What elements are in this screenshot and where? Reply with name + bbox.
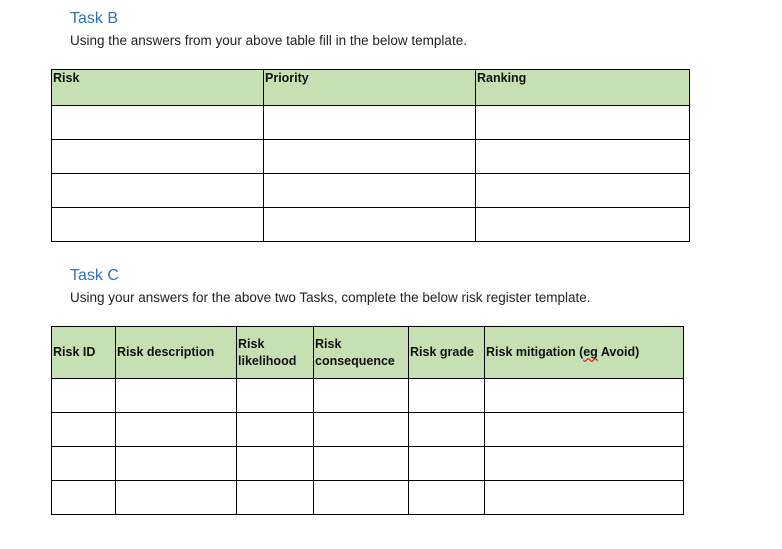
column-header-risk-description: Risk description [116, 327, 237, 379]
table-cell[interactable] [52, 481, 116, 515]
table-cell[interactable] [476, 140, 690, 174]
table-cell[interactable] [485, 447, 684, 481]
column-header-risk-mitigation [485, 327, 684, 379]
table-cell[interactable] [52, 447, 116, 481]
table-cell[interactable] [476, 106, 690, 140]
table-cell[interactable] [52, 379, 116, 413]
table-cell[interactable] [314, 379, 409, 413]
table-cell[interactable] [237, 413, 314, 447]
header-line: likelihood [238, 353, 297, 368]
table-cell[interactable] [409, 481, 485, 515]
table-cell[interactable] [264, 208, 476, 242]
table-row [52, 174, 690, 208]
table-row [52, 481, 684, 515]
table-cell[interactable] [52, 208, 264, 242]
column-header-risk-consequence [314, 327, 409, 379]
table-row [52, 447, 684, 481]
column-header-risk-likelihood [237, 327, 314, 379]
table-cell[interactable] [409, 447, 485, 481]
table-cell[interactable] [314, 447, 409, 481]
table-row [52, 140, 690, 174]
table-row [52, 379, 684, 413]
header-text: Risk mitigation ( [486, 345, 584, 359]
task-b-instruction: Using the answers from your above table fill in the below template. [70, 33, 467, 48]
table-cell[interactable] [116, 447, 237, 481]
task-c-instruction: Using your answers for the above two Tasks, complete the below risk register template. [70, 290, 591, 305]
column-header-ranking: Ranking [476, 70, 690, 106]
table-cell[interactable] [476, 208, 690, 242]
header-line: Risk [315, 336, 342, 351]
table-cell[interactable] [116, 379, 237, 413]
table-cell[interactable] [264, 106, 476, 140]
table-cell[interactable] [116, 481, 237, 515]
column-header-priority: Priority [264, 70, 476, 106]
column-header-risk-grade: Risk grade [409, 327, 485, 379]
table-cell[interactable] [52, 174, 264, 208]
column-header-risk: Risk [52, 70, 264, 106]
table-cell[interactable] [476, 174, 690, 208]
table-header-row [52, 327, 684, 379]
table-row [52, 208, 690, 242]
table-cell[interactable] [237, 481, 314, 515]
table-row [52, 413, 684, 447]
header-line: consequence [315, 353, 395, 368]
table-cell[interactable] [485, 413, 684, 447]
table-cell[interactable] [116, 413, 237, 447]
table-row [52, 106, 690, 140]
table-cell[interactable] [52, 106, 264, 140]
table-cell[interactable] [52, 413, 116, 447]
table-cell[interactable] [264, 140, 476, 174]
header-line: Risk [238, 336, 265, 351]
table-cell[interactable] [485, 481, 684, 515]
table-header-row [52, 70, 690, 106]
spellcheck-underlined-word: eg [583, 345, 598, 359]
header-text: Avoid) [597, 345, 640, 359]
column-header-risk-id: Risk ID [52, 327, 116, 379]
table-cell[interactable] [264, 174, 476, 208]
task-c-heading: Task C [70, 267, 119, 284]
table-cell[interactable] [409, 413, 485, 447]
risk-register-table [51, 326, 684, 515]
table-cell[interactable] [314, 481, 409, 515]
table-cell[interactable] [237, 447, 314, 481]
task-b-template-table [51, 69, 690, 242]
table-cell[interactable] [52, 140, 264, 174]
table-cell[interactable] [314, 413, 409, 447]
task-b-heading: Task B [70, 10, 119, 27]
table-cell[interactable] [409, 379, 485, 413]
table-cell[interactable] [237, 379, 314, 413]
table-cell[interactable] [485, 379, 684, 413]
